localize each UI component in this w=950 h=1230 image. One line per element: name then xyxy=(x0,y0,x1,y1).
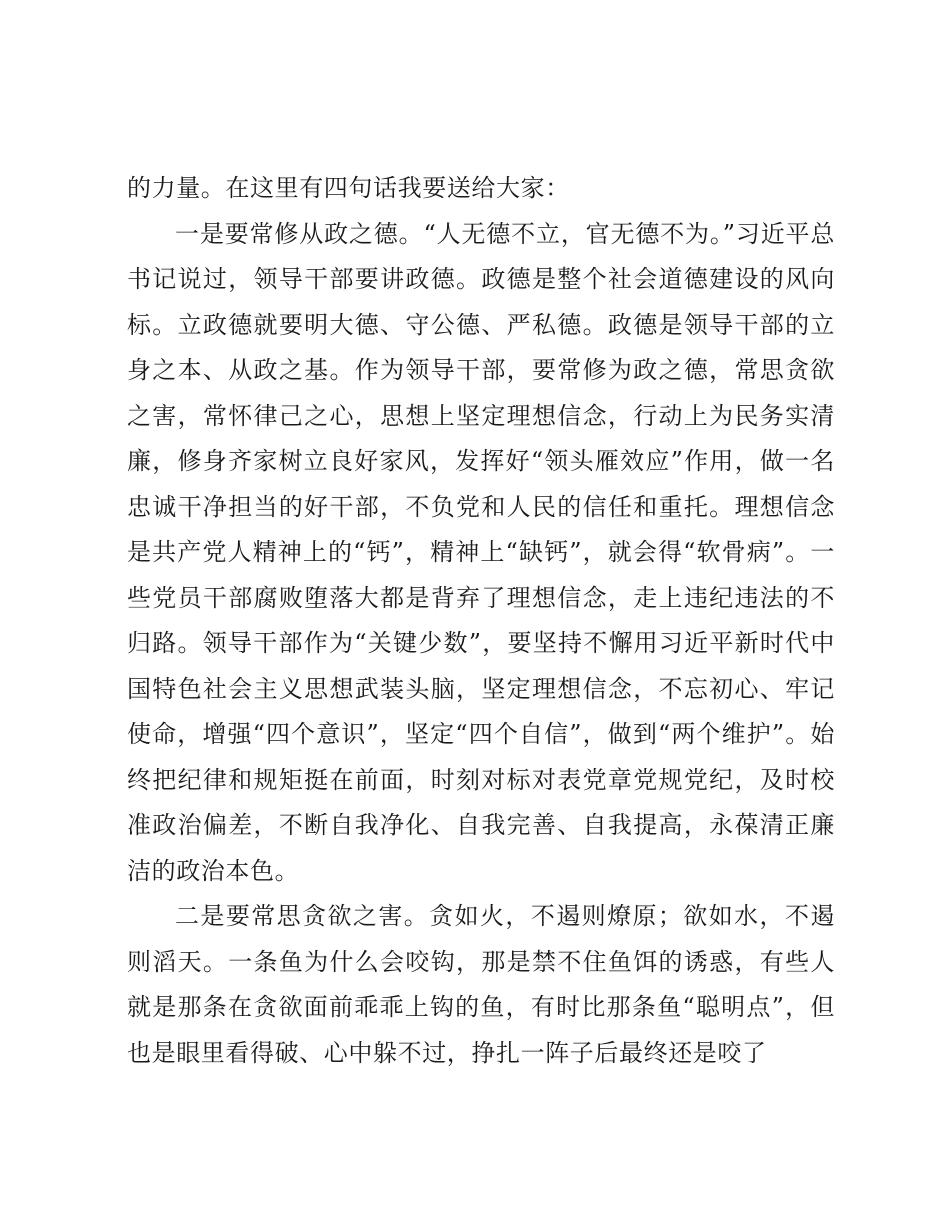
paragraph-continuation: 的力量。在这里有四句话我要送给大家： xyxy=(127,174,570,202)
paragraph-political-virtue: 一是要常修从政之德。“人无德不立，官无德不为。”习近平总书记说过，领导干部要讲政德。政德是整个社会道德建设的风向标。立政德就要明大德、守公德、严私德。政德是领导干部的立身之本、从政之基。作为领导干部，要常修为政之德，常思贪欲之害，常怀律己之心，思想上坚定理想信念，行动上为民务实清廉，修身齐家树立良好家风，发挥好“领头雁效应”作用，做一名忠诚干净担当的好干部，不负党和人民的信任和重托。理想信念是共产党人精神上的“钙”，精神上“缺钙”，就会得“软骨病”。一些党员干部腐败堕落大都是背弃了理想信念，走上违纪违法的不归路。领导干部作为“关键少数”，要坚持不懈用习近平新时代中国特色社会主义思想武装头脑，坚定理想信念，不忘初心、牢记使命，增强“四个意识”，坚定“四个自信”，做到“两个维护”。始终把纪律和规矩挺在前面，时刻对标对表党章党规党纪，及时校准政治偏差，不断自我净化、自我完善、自我提高，永葆清正廉洁的政治本色。 xyxy=(127,219,835,885)
paragraph-greed-harm: 二是要常思贪欲之害。贪如火，不遏则燎原；欲如水，不遏则滔天。一条鱼为什么会咬钩，那是禁不住鱼饵的诱惑，有些人就是那条在贪欲面前乖乖上钩的鱼，有时比那条鱼“聪明点”，但也是眼里看得破、心中躲不过，挣扎一阵子后最终还是咬了 xyxy=(127,902,835,1067)
document-body xyxy=(127,166,835,1076)
